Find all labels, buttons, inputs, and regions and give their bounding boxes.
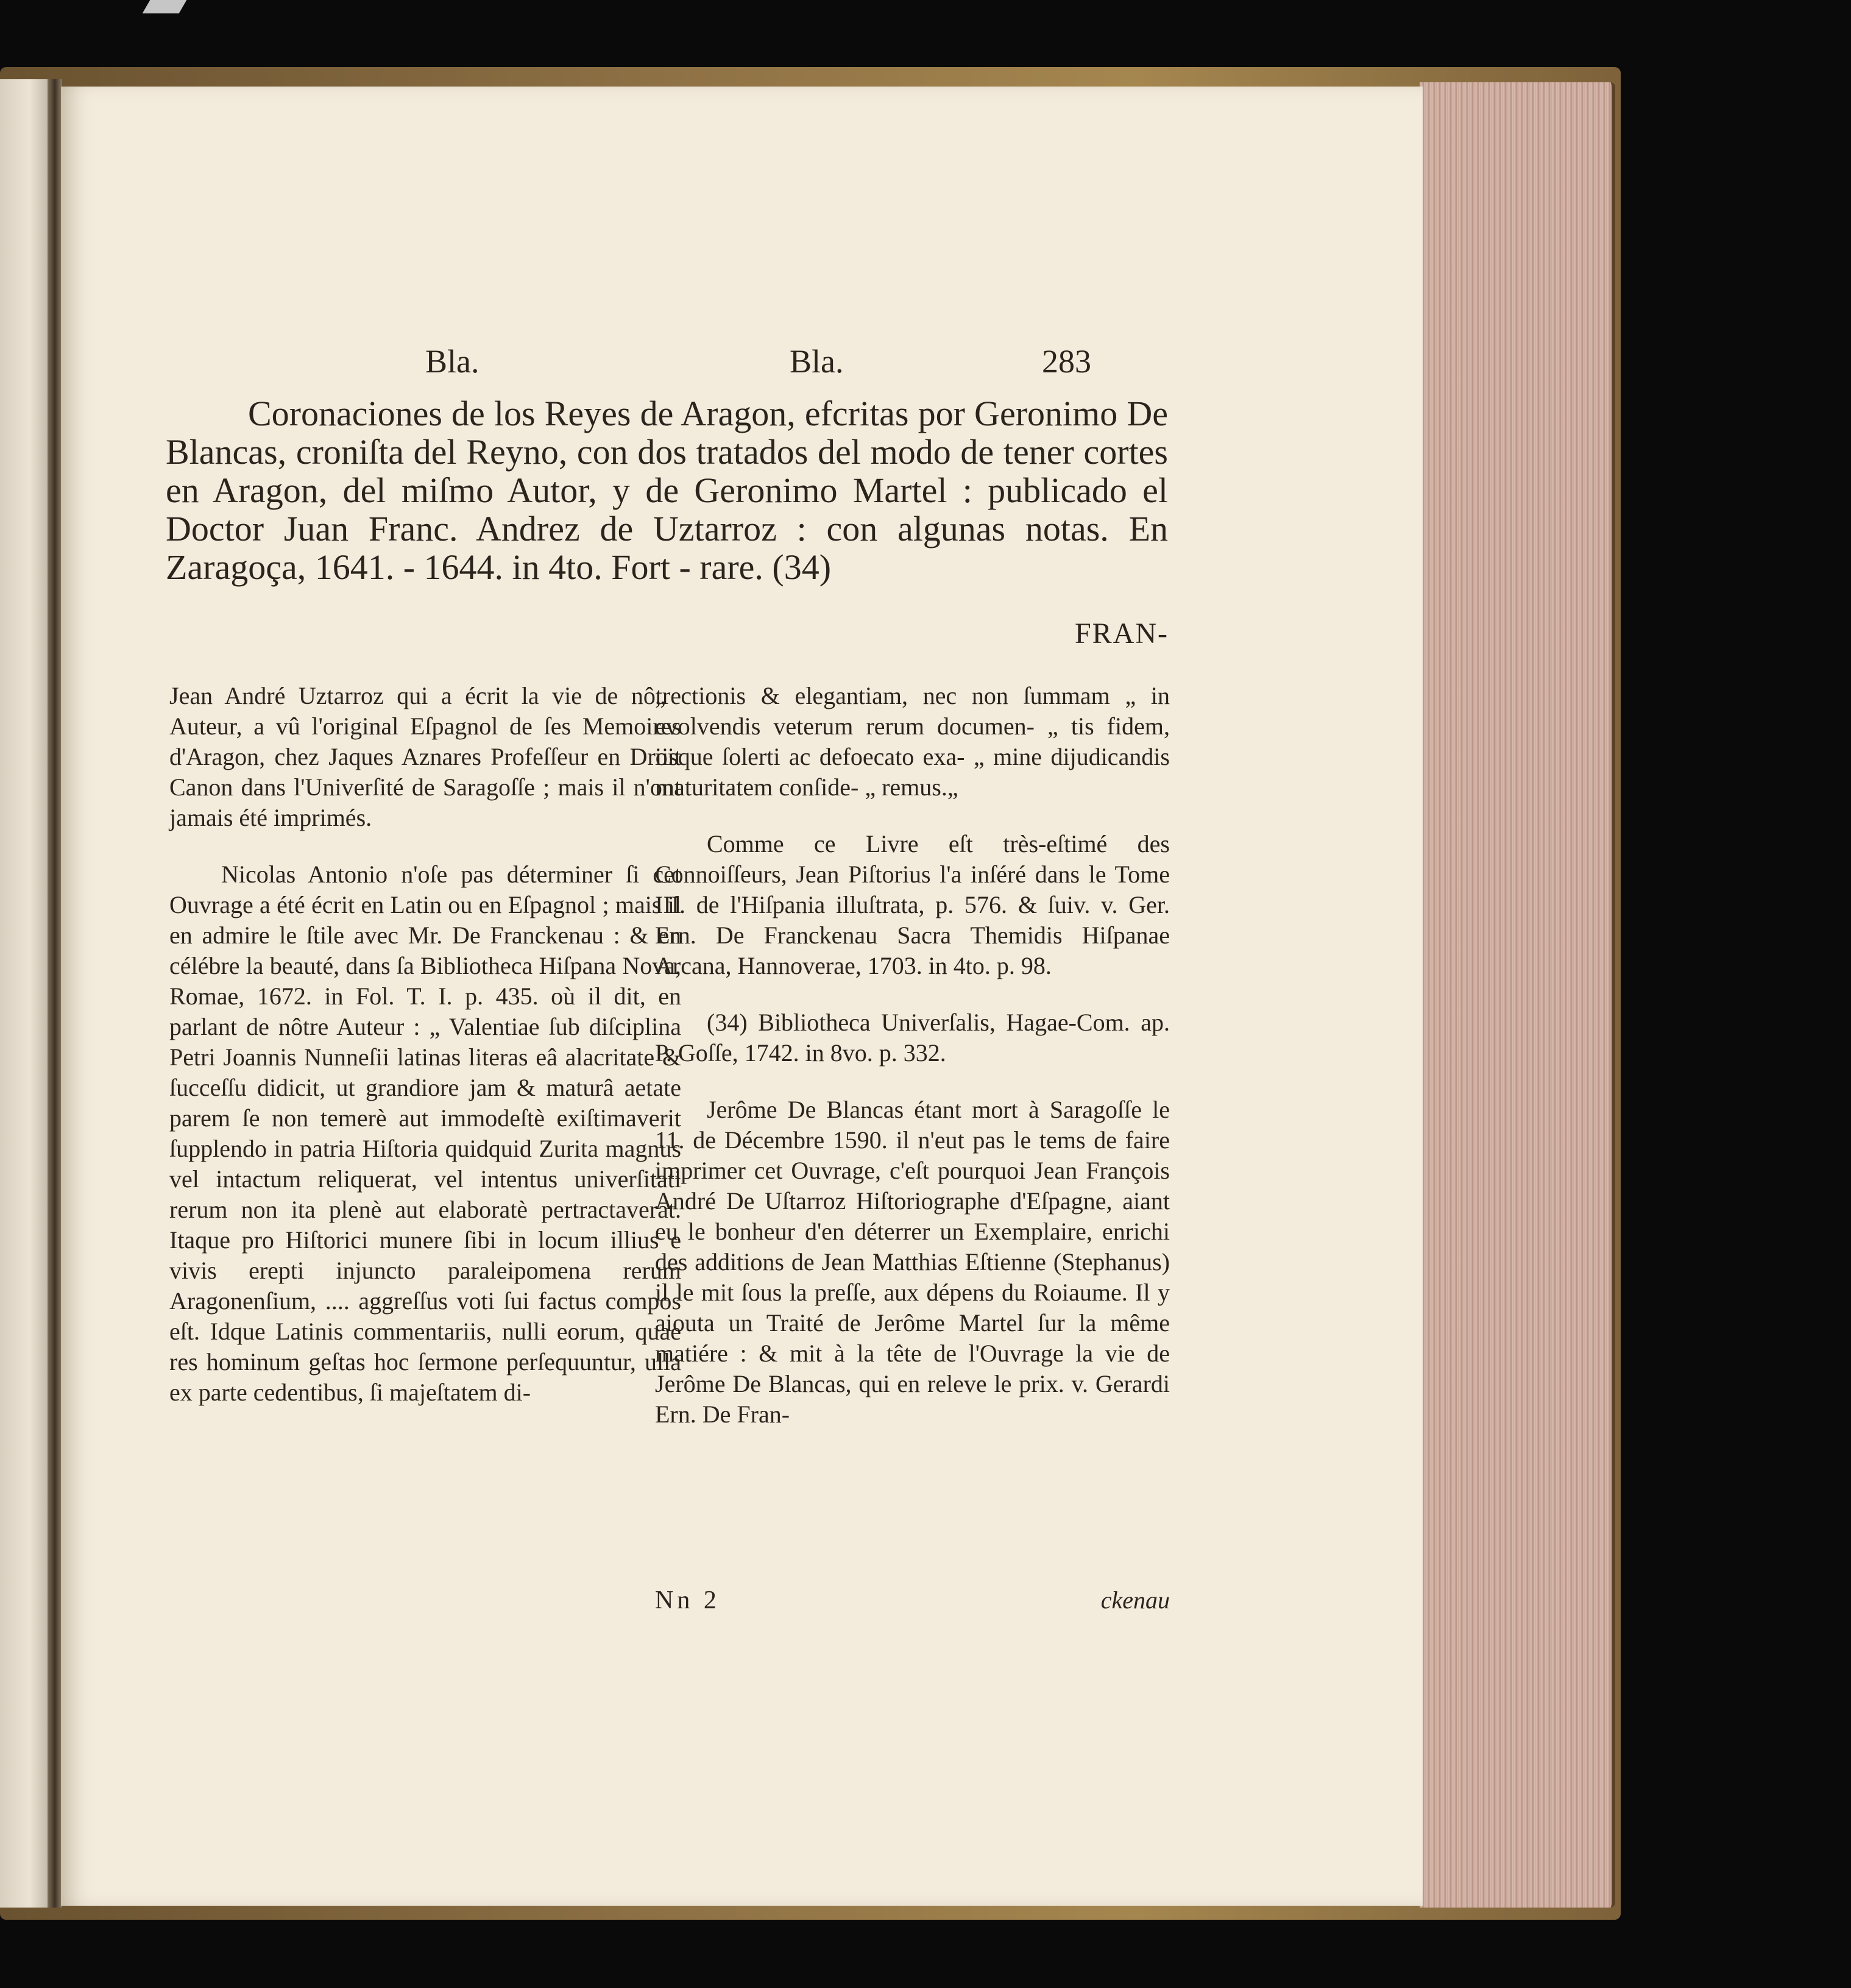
paragraph: Jean André Uztarroz qui a écrit la vie de nôtre Auteur, a vû l'original Eſpagnol de ſes Memoires d'Aragon, chez Jaques Aznares Profeſſeur en Droit Canon dans l'Univerſité de Saragoſſe ; mais il n'ont jamais été imprimés. (169, 682, 681, 831)
right-column (655, 681, 1170, 1456)
left-page-edge (0, 79, 54, 1908)
running-head-center: Bla. (790, 343, 844, 380)
signature-mark: Nn 2 (655, 1586, 720, 1614)
bibliographic-entry: Coronaciones de los Reyes de Aragon, efcritas por Geronimo De Blancas, croniſta del Reyno, con dos tratados del modo de tener cortes en Aragon, del miſmo Autor, y de Geronimo Martel : publicado el Doctor Juan Franc. Andrez de Uztarroz : con algunas notas. En Zaragoça, 1641. - 1644. in 4to. Fort - rare. (34) (166, 394, 1168, 587)
left-column (169, 681, 681, 1434)
page-fore-edge (1420, 82, 1615, 1908)
catchword: FRAN- (1074, 617, 1169, 650)
paragraph: Comme ce Livre eſt très-eſtimé des Connoiſſeurs, Jean Piſtorius l'a inſéré dans le Tome III. de l'Hiſpania illuſtrata, p. 576. & ſuiv. v. Ger. Ern. De Franckenau Sacra Themidis Hiſpanae Arcana, Hannoverae, 1703. in 4to. p. 98. (655, 830, 1170, 979)
paragraph: Nicolas Antonio n'oſe pas déterminer ſi cet Ouvrage a été écrit en Latin ou en Eſpagnol ; mais il en admire le ſtile avec Mr. De Franckenau : & en célébre la beauté, dans ſa Bibliotheca Hiſpana Nova, Romae, 1672. in Fol. T. I. p. 435. où il dit, en parlant de nôtre Auteur : „ Valentiae ſub diſciplina Petri Joannis Nunneſii latinas literas eâ alacritate & ſucceſſu didicit, ut grandiore jam & maturâ aetate parem ſe non temerè aut immodeſtè exiſtimaverit ſupplendo in patria Hiſtoria quidquid Zurita magnus vel intactum reliquerat, vel intentus univerſitati rerum non ita plenè aut elaboratè pertractaverat. Itaque pro Hiſtorici munere ſibi in locum illius e vivis erepti injuncto paraleipomena rerum Aragonenſium, .... aggreſſus voti ſui factus compos eſt. Idque Latinis commentariis, nulli eorum, quae res hominum geſtas hoc ſermone perſequuntur, ulla ex parte cedentibus, ſi majeſtatem di- (169, 861, 681, 1406)
footnote: (34) Bibliotheca Univerſalis, Hagae-Com. ap. P. Goſſe, 1742. in 8vo. p. 332. (655, 1009, 1170, 1067)
corner-mark (143, 0, 187, 13)
running-head-left: Bla. (425, 343, 480, 380)
footer-catchword: ckenau (1100, 1586, 1170, 1614)
paragraph: „ ctionis & elegantiam, nec non ſummam „ in evolvendis veterum rerum documen- „ tis fidem, iisque ſolerti ac defoecato exa- „ mine dijudicandis maturitatem conſide- „ remus.„ (655, 682, 1170, 801)
paragraph: Jerôme De Blancas étant mort à Saragoſſe le 11. de Décembre 1590. il n'eut pas le tems de faire imprimer cet Ouvrage, c'eſt pourquoi Jean François André De Uſtarroz Hiſtoriographe d'Eſpagne, aiant eu le bonheur d'en déterrer un Exemplaire, enrichi des additions de Jean Matthias Eſtienne (Stephanus) il le mit ſous la preſſe, aux dépens du Roiaume. Il y aiouta un Traité de Jerôme Martel ſur la même matiére : & mit à la tête de l'Ouvrage la vie de Jerôme De Blancas, qui en releve le prix. v. Gerardi Ern. De Fran- (655, 1096, 1170, 1428)
book-gutter (48, 79, 62, 1908)
page-number: 283 (1042, 343, 1091, 380)
book-page (61, 87, 1423, 1906)
running-head (61, 343, 1423, 391)
